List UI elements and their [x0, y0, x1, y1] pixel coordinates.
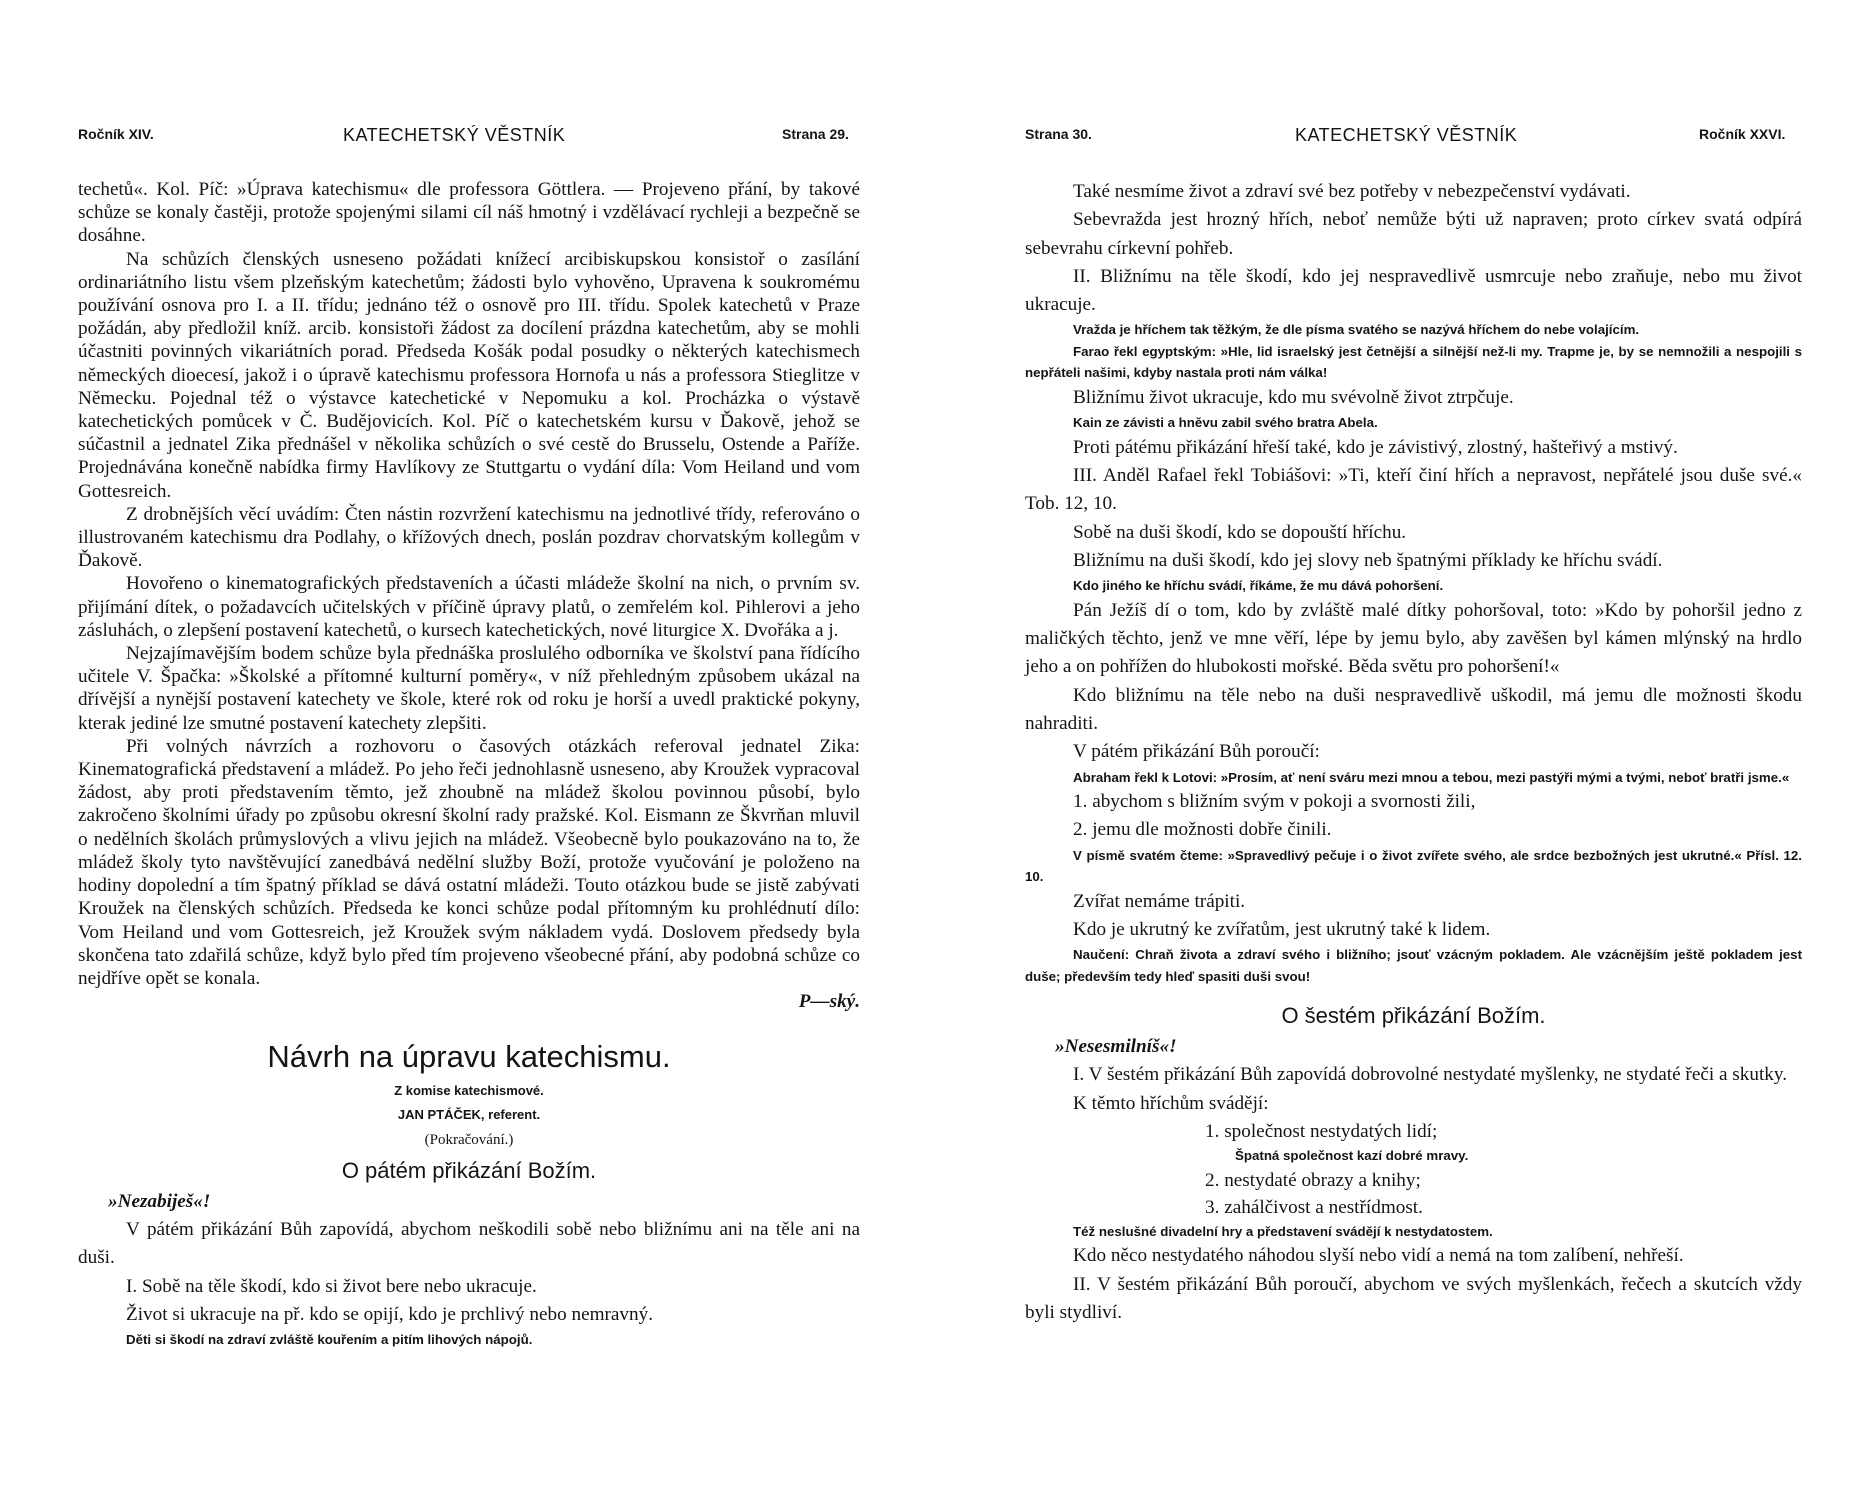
paragraph: Kdo něco nestydatého náhodou slyší nebo vidí a nemá na tom zalíbení, nehřeší. — [1073, 1245, 1684, 1267]
list-item: 1. společnost nestydatých lidí; — [1205, 1120, 1438, 1142]
paragraph: Bližnímu na duši škodí, kdo jej slovy neb špatnými příklady ke hříchu svádí. — [1073, 549, 1663, 571]
left-volume: Ročník XIV. — [78, 126, 154, 142]
article-source: Z komise katechismové. — [394, 1083, 544, 1099]
paragraph: Pán Ježíš dí o tom, kdo by zvláště malé dítky pohoršoval, toto: »Kdo by pohoršil jedno z maličkých těchto, jenž ve mne věří, lépe by jemu bylo, aby zavěšen byl kámen mlýnský na hrdlo jeho a on pohřížen do hlubokosti mořské. Běda světu pro pohoršení!« — [1025, 599, 1802, 678]
paragraph: II. V šestém přikázání Bůh poroučí, abychom ve svých myšlenkách, řečech a skutcích vždy byli stydliví. — [1025, 1273, 1802, 1323]
paragraph: Proti pátému přikázání hřeší také, kdo je závistivý, zlostný, hašteřivý a mstivý. — [1073, 436, 1678, 458]
section-heading: O pátém přikázání Božím. — [341, 1158, 597, 1184]
paragraph: Také nesmíme život a zdraví své bez potřeby v nebezpečenství vydávati. — [1073, 181, 1631, 202]
paragraph: V pátém přikázání Bůh poroučí: — [1073, 741, 1320, 763]
left-column — [78, 178, 860, 1351]
paragraph: Na schůzích členských usneseno požádati knížecí arcibiskupskou konsistoř o zasílání ordinariátního listu všem plzeňským katechetům; žádosti bylo vyhověno, Upravena k soukromému používání osnova pro I. a II. třídu; jednáno též o osnově pro III. třídu. Spolek katechetů v Praze požádán, aby předložil kníž. arcib. konsistoři žádost za docílení prázdna katechetům, aby se mohli účastniti povinných vikariátních porad. Předseda Košák podal posudky o některých katechismech německých dioecesí, jakož i o úpravě katechismu professora Hornofa u nás a professora Stieglitze v Německu. Pojednal též o výstavce katechetické v Nepomuku a kol. Procházka o výstavě katechetických pomůcek v Č. Budějovicích. Kol. Píč o katechetském kursu v Ďakově, jehož se súčastnil a jednatel Zika přednášel v několika schůzích o své cestě do Brusselu, Ostende a Paříže. Projednávána konečně nabídka firmy Havlíkovy ze Stuttgartu o vydání díla: Vom Heiland und vom Gottesreich. — [78, 248, 860, 502]
left-page-number: Strana 29. — [782, 126, 849, 142]
article-title: Návrh na úpravu katechismu. — [267, 1039, 671, 1075]
paragraph: Život si ukracuje na př. kdo se opijí, kdo je prchlivý nebo nemravný. — [126, 1304, 654, 1325]
paragraph: Kdo je ukrutný ke zvířatům, jest ukrutný také k lidem. — [1073, 918, 1491, 940]
paragraph: Sebevražda jest hrozný hřích, neboť nemůže býti už napraven; proto církev svatá odpírá sebevrahu církevní pohřeb. — [1025, 209, 1802, 259]
note: Abraham řekl k Lotovi: »Prosím, ať není sváru mezi mnou a tebou, mezi pastýři mými a tvými, neboť bratři jsme.« — [1073, 769, 1790, 785]
paragraph: II. Bližnímu na těle škodí, kdo jej nespravedlivě usmrcuje nebo zraňuje, nebo mu život ukracuje. — [1025, 265, 1802, 316]
continuation-note: (Pokračování.) — [424, 1132, 514, 1149]
list-item: 1. abychom s bližním svým v pokoji a svornosti žili, — [1073, 791, 1476, 813]
right-volume: Ročník XXVI. — [1699, 126, 1786, 142]
note: Vražda je hříchem tak těžkým, že dle písma svatého se nazývá hříchem do nebe volajícím. — [1073, 322, 1640, 338]
paragraph: Z drobnějších věcí uvádím: Čten nástin rozvržení katechismu na jednotlivé třídy, referováno o illustrovaném katechismu dra Podlahy, o křížových dnech, poslán pozdrav chorvatským kollegům v Ďakově. — [78, 503, 860, 572]
note: Kain ze závisti a hněvu zabil svého bratra Abela. — [1073, 415, 1378, 431]
list-item: 2. jemu dle možnosti dobře činili. — [1073, 819, 1332, 841]
paragraph: techetů«. Kol. Píč: »Úprava katechismu« dle professora Göttlera. — Projeveno přání, by takové schůze se konaly častěji, protože spojenými silami cíl náš hmotný i vzdělávací rychleji a bezpečně se dosáhne. — [78, 179, 860, 247]
paragraph: Nejzajímavějším bodem schůze byla přednáška proslulého odborníka ve školství pana řídícího učitele V. Špačka: »Školské a přítomné kulturní poměry«, v níž přehledným způsobem ukázal na dřívější a nynější postavení katechety ve škole, které rok od roku je horší a uvedl praktické pokyny, kterak jediné lze smutné postavení katechety zlepšiti. — [78, 643, 860, 734]
note: V písmě svatém čteme: »Spravedlivý pečuje i o život zvířete svého, ale srdce bezbožných jest ukrutné.« Přísl. 12. 10. — [1025, 847, 1802, 885]
paragraph: I. Sobě na těle škodí, kdo si život bere nebo ukracuje. — [126, 1275, 537, 1297]
list-item: 2. nestydaté obrazy a knihy; — [1205, 1169, 1421, 1191]
commandment-motto: »Nesesmilníš«! — [1055, 1036, 1177, 1058]
right-page — [937, 0, 1874, 1500]
commandment-motto: »Nezabiješ«! — [108, 1191, 211, 1213]
paragraph: K těmto hříchům svádějí: — [1073, 1092, 1269, 1114]
paragraph: III. Anděl Rafael řekl Tobiášovi: »Ti, kteří činí hřích a nepravost, nepřátelé jsou duše své.« Tob. 12, 10. — [1025, 465, 1802, 515]
right-running-title: KATECHETSKÝ VĚSTNÍK — [1295, 125, 1518, 145]
paragraph: Při volných návrzích a rozhovoru o časových otázkách referoval jednatel Zika: Kinematografická představení a mládež. Po jeho řeči jednohlasně usneseno, aby Kroužek vypracoval žádost, aby proti představením těmto, jež zhoubně na mládež školou povinnou působí, bylo zakročeno školními úřady po způsobu okresní školní rady pražské. Kol. Eismann ze Škvrňan mluvil o nedělních školách průmyslových a vlivu jejich na mládež. Všeobecně bylo poukazováno na to, že mládež školy tyto navštěvující zanedbává nedělní služby Boží, protože vyučování je položeno na hodiny dopolední a tím špatný příklad se dává ostatní mládeži. Touto otázkou bude se jistě zabývati Kroužek na členských schůzích. Předseda ke konci schůze podal přítomným ku prohlédnutí dílo: Vom Heiland und vom Gottesreich, jež Kroužek svým nákladem vydá. Doslovem předsedy byla skončena tato zdařilá schůze, když bylo před tím projeveno všeobecné přání, aby podobná schůze co nejdříve opět se konala. — [78, 735, 860, 989]
section-heading: O šestém přikázání Božím. — [1281, 1003, 1546, 1029]
left-running-title: KATECHETSKÝ VĚSTNÍK — [343, 125, 566, 145]
paragraph: Kdo bližnímu na těle nebo na duši nespravedlivě uškodil, má jemu dle možnosti škodu nahraditi. — [1025, 684, 1802, 734]
list-item: 3. zahálčivost a nestřídmost. — [1205, 1196, 1423, 1218]
paragraph: V pátém přikázání Bůh zapovídá, abychom neškodili sobě nebo bližnímu ani na těle ani na duši. — [78, 1219, 860, 1269]
note: Kdo jiného ke hříchu svádí, říkáme, že mu dává pohoršení. — [1073, 578, 1444, 594]
paragraph: Hovořeno o kinematografických představeních a účasti mládeže školní na nich, o prvním sv. přijímání dítek, o požadavcích učitelských v příčině úpravy platů, o zemřelém kol. Pihlerovi a jeho zásluhách, o zlepšení postavení katechetů, o kursech katechetických, nové liturgice X. Dvořáka a j. — [78, 573, 860, 641]
note: Děti si škodí na zdraví zvláště kouřením a pitím lihových nápojů. — [126, 1332, 533, 1348]
note: Špatná společnost kazí dobré mravy. — [1235, 1147, 1469, 1163]
paragraph: I. V šestém přikázání Bůh zapovídá dobrovolné nestydaté myšlenky, ne stydaté řeči a skutky. — [1073, 1064, 1788, 1086]
right-column — [1025, 178, 1802, 1327]
note: Též neslušné divadelní hry a představení svádějí k nestydatostem. — [1073, 1223, 1493, 1239]
note: Farao řekl egyptským: »Hle, lid israelský jest četnější a silnější než-li my. Trapme je, by se nemnožili a nespojili s nepřáteli našimi, kdyby nastala proti nám válka! — [1025, 343, 1802, 381]
paragraph: Sobě na duši škodí, kdo se dopouští hříchu. — [1073, 521, 1407, 543]
paragraph: Zvířat nemáme trápiti. — [1073, 890, 1246, 912]
right-page-number: Strana 30. — [1025, 126, 1092, 142]
paragraph: Bližnímu život ukracuje, kdo mu svévolně život ztrpčuje. — [1073, 386, 1514, 408]
signature: P—ský. — [798, 991, 860, 1013]
article-author: JAN PTÁČEK, referent. — [397, 1107, 541, 1123]
note: Naučení: Chraň života a zdraví svého i bližního; jsouť vzácným pokladem. Ale vzácnějším ještě pokladem jest duše; především tedy hleď spasiti duši svou! — [1025, 947, 1802, 984]
